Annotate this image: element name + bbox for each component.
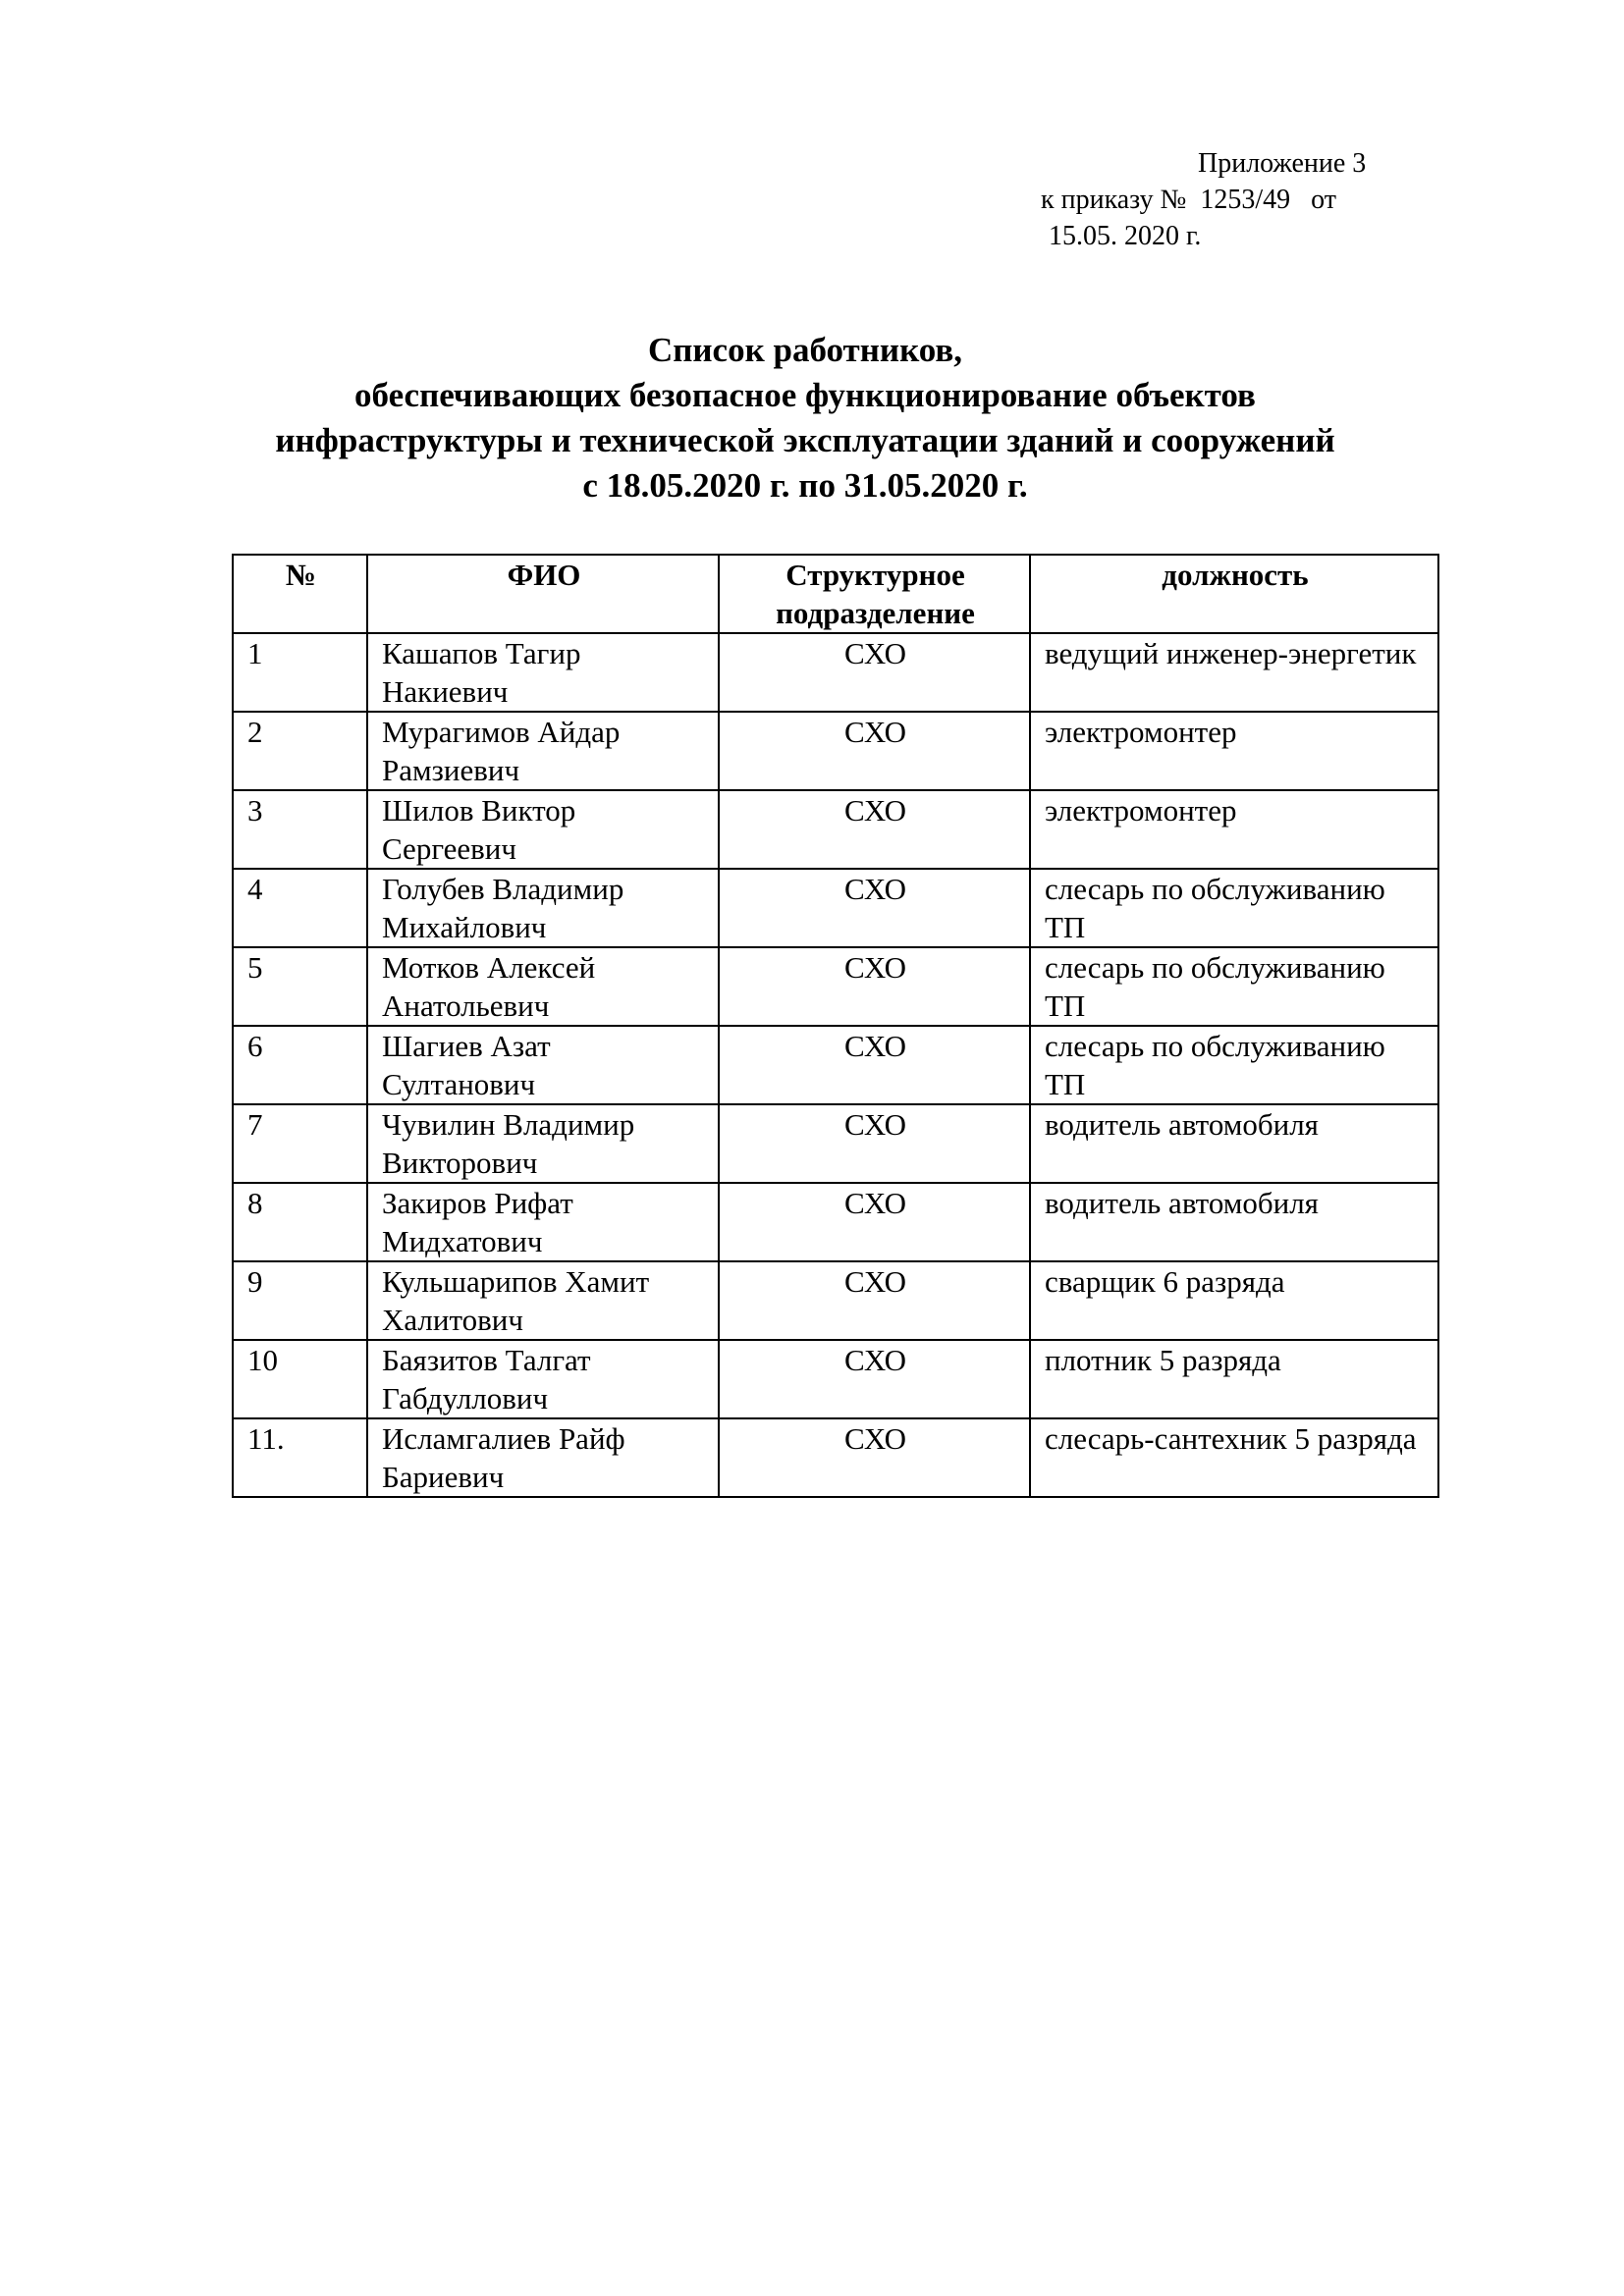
cell-unit: СХО [719,790,1030,869]
header-unit: Структурное подразделение [719,555,1030,633]
cell-position: сварщик 6 разряда [1030,1261,1438,1340]
cell-number: 9 [233,1261,367,1340]
table-row [233,1418,1438,1497]
cell-name: Кульшарипов Хамит Халитович [367,1261,719,1340]
cell-number: 7 [233,1104,367,1183]
cell-name: Баязитов Талгат Габдуллович [367,1340,719,1418]
table-row [233,869,1438,947]
header-position: должность [1030,555,1438,633]
table-header-row [233,555,1438,633]
appendix-line-3: 15.05. 2020 г. [1049,221,1202,251]
table-row [233,1026,1438,1104]
cell-number: 10 [233,1340,367,1418]
table-row [233,947,1438,1026]
cell-unit: СХО [719,1104,1030,1183]
cell-name: Шилов Виктор Сергеевич [367,790,719,869]
cell-unit: СХО [719,869,1030,947]
cell-position: электромонтер [1030,790,1438,869]
cell-unit: СХО [719,1183,1030,1261]
table-row [233,1261,1438,1340]
cell-name: Чувилин Владимир Викторович [367,1104,719,1183]
cell-number: 3 [233,790,367,869]
title-line-1: Список работников, [647,331,963,369]
cell-position: слесарь-сантехник 5 разряда [1030,1418,1438,1497]
cell-position: водитель автомобиля [1030,1104,1438,1183]
cell-name: Кашапов Тагир Накиевич [367,633,719,712]
appendix-line-1: Приложение 3 [1198,148,1367,179]
cell-position: слесарь по обслуживанию ТП [1030,947,1438,1026]
cell-position: плотник 5 разряда [1030,1340,1438,1418]
cell-name: Исламгалиев Райф Бариевич [367,1418,719,1497]
title-line-4: с 18.05.2020 г. по 31.05.2020 г. [582,466,1028,505]
table-row [233,1104,1438,1183]
cell-unit: СХО [719,1026,1030,1104]
cell-position: электромонтер [1030,712,1438,790]
staff-table [232,554,1439,1498]
table-row [233,1340,1438,1418]
cell-unit: СХО [719,712,1030,790]
table-row [233,1183,1438,1261]
cell-name: Голубев Владимир Михайлович [367,869,719,947]
appendix-line-2: к приказу № 1253/49 от [1041,185,1337,215]
cell-number: 6 [233,1026,367,1104]
cell-unit: СХО [719,633,1030,712]
table-row [233,712,1438,790]
table-row [233,633,1438,712]
cell-name: Мурагимов Айдар Рамзиевич [367,712,719,790]
table-row [233,790,1438,869]
cell-name: Мотков Алексей Анатольевич [367,947,719,1026]
cell-number: 2 [233,712,367,790]
cell-position: слесарь по обслуживанию ТП [1030,869,1438,947]
document-title [196,328,1414,508]
cell-name: Шагиев Азат Султанович [367,1026,719,1104]
cell-number: 4 [233,869,367,947]
cell-number: 11. [233,1418,367,1497]
appendix-block [982,145,1434,254]
cell-number: 1 [233,633,367,712]
cell-number: 8 [233,1183,367,1261]
cell-number: 5 [233,947,367,1026]
cell-position: ведущий инженер-энергетик [1030,633,1438,712]
header-name: ФИО [367,555,719,633]
header-number: № [233,555,367,633]
title-line-3: инфраструктуры и технической эксплуатации зданий и сооружений [275,421,1335,459]
cell-position: водитель автомобиля [1030,1183,1438,1261]
cell-unit: СХО [719,1418,1030,1497]
cell-position: слесарь по обслуживанию ТП [1030,1026,1438,1104]
cell-name: Закиров Рифат Мидхатович [367,1183,719,1261]
title-line-2: обеспечивающих безопасное функционирование объектов [354,376,1256,414]
cell-unit: СХО [719,1261,1030,1340]
cell-unit: СХО [719,1340,1030,1418]
cell-unit: СХО [719,947,1030,1026]
